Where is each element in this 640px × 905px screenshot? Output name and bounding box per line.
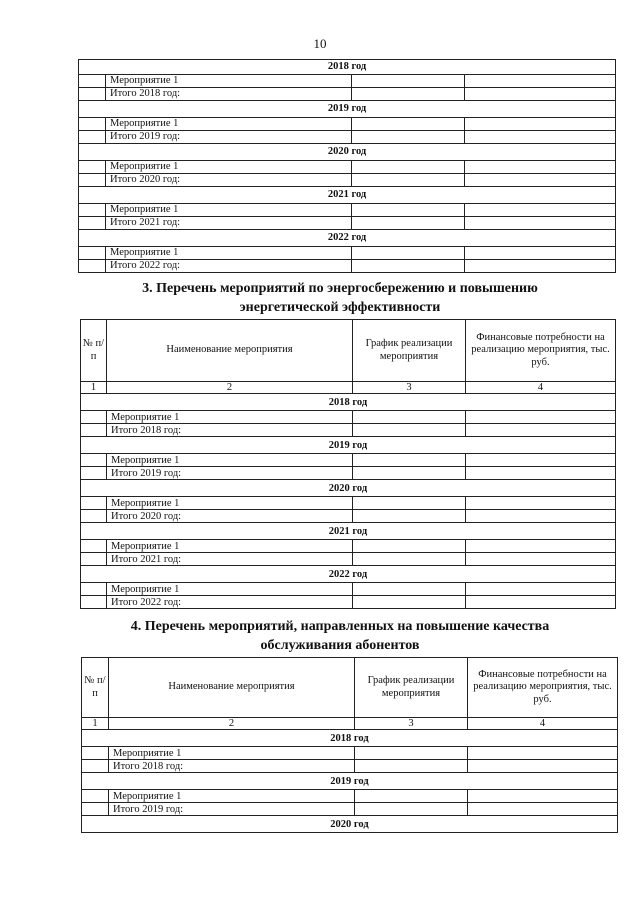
header-row [82,658,618,718]
total-row [79,88,616,101]
finance-cell [465,260,616,273]
item-label: Мероприятие 1 [107,454,353,467]
number-cell [81,540,107,553]
schedule-cell [352,260,465,273]
schedule-cell [355,803,468,816]
table-body [82,658,618,833]
total-row [79,260,616,273]
item-label: Мероприятие 1 [106,204,352,217]
schedule-cell [353,411,466,424]
item-row [81,583,616,596]
schedule-cell [352,161,465,174]
number-cell [79,247,106,260]
finance-cell [465,217,616,230]
schedule-cell [352,118,465,131]
year-row [82,730,618,747]
column-number: 3 [355,718,468,730]
total-label: Итого 2021 год: [107,553,353,566]
number-cell [81,583,107,596]
finance-cell [466,510,616,523]
schedule-cell [353,424,466,437]
number-cell [82,747,109,760]
schedule-cell [352,204,465,217]
item-label: Мероприятие 1 [106,118,352,131]
finance-cell [465,88,616,101]
table-body [79,60,616,273]
item-label: Мероприятие 1 [106,75,352,88]
schedule-cell [352,217,465,230]
table-body [81,320,616,609]
finance-cell [466,596,616,609]
year-label: 2018 год [79,60,616,75]
total-label: Итого 2018 год: [109,760,355,773]
total-row [81,467,616,480]
number-cell [82,760,109,773]
year-row [81,480,616,497]
total-label: Итого 2019 год: [107,467,353,480]
total-row [79,174,616,187]
header-schedule: График реализации мероприятия [353,320,466,382]
year-label: 2020 год [81,480,616,497]
year-row [81,523,616,540]
total-label: Итого 2021 год: [106,217,352,230]
number-cell [81,411,107,424]
header-number: № п/п [81,320,107,382]
total-label: Итого 2020 год: [106,174,352,187]
item-row [81,497,616,510]
number-cell [79,131,106,144]
item-row [79,118,616,131]
item-row [79,161,616,174]
finance-cell [465,131,616,144]
number-cell [79,161,106,174]
column-number: 4 [468,718,618,730]
year-row [79,230,616,247]
total-row [81,596,616,609]
number-cell [79,88,106,101]
finance-cell [466,497,616,510]
column-number-row [81,382,616,394]
year-label: 2018 год [82,730,618,747]
item-label: Мероприятие 1 [106,247,352,260]
column-number: 2 [107,382,353,394]
total-row [81,510,616,523]
schedule-cell [353,510,466,523]
year-label: 2021 год [79,187,616,204]
finance-cell [466,553,616,566]
column-number: 1 [81,382,107,394]
year-label: 2019 год [82,773,618,790]
schedule-cell [355,760,468,773]
column-number-row [82,718,618,730]
total-label: Итого 2022 год: [106,260,352,273]
year-label: 2018 год [81,394,616,411]
finance-cell [466,583,616,596]
finance-cell [468,747,618,760]
section-3-title-line2: энергетической эффективности [239,300,441,315]
number-cell [81,424,107,437]
item-label: Мероприятие 1 [109,790,355,803]
total-label: Итого 2019 год: [106,131,352,144]
year-row [81,566,616,583]
finance-cell [466,411,616,424]
year-label: 2020 год [79,144,616,161]
year-row [82,773,618,790]
year-row [79,60,616,75]
year-row [79,101,616,118]
schedule-cell [352,88,465,101]
total-label: Итого 2020 год: [107,510,353,523]
header-finance: Финансовые потребности на реализацию мероприятия, тыс. руб. [468,658,618,718]
item-row [82,790,618,803]
schedule-cell [353,540,466,553]
column-number: 2 [109,718,355,730]
schedule-cell [352,131,465,144]
item-row [81,454,616,467]
item-row [79,247,616,260]
schedule-cell [353,497,466,510]
number-cell [82,790,109,803]
schedule-cell [353,454,466,467]
column-number: 4 [466,382,616,394]
total-row [81,553,616,566]
number-cell [79,75,106,88]
schedule-cell [353,467,466,480]
item-row [79,204,616,217]
item-row [81,540,616,553]
finance-cell [468,760,618,773]
schedule-cell [353,583,466,596]
section-3-title [60,279,620,317]
schedule-cell [352,174,465,187]
number-cell [81,553,107,566]
schedule-cell [353,553,466,566]
schedule-cell [352,247,465,260]
total-row [82,803,618,816]
finance-cell [466,454,616,467]
total-label: Итого 2018 год: [106,88,352,101]
header-row [81,320,616,382]
number-cell [81,596,107,609]
total-label: Итого 2018 год: [107,424,353,437]
schedule-cell [353,596,466,609]
schedule-cell [352,75,465,88]
header-number: № п/п [82,658,109,718]
column-number: 1 [82,718,109,730]
total-row [81,424,616,437]
item-label: Мероприятие 1 [109,747,355,760]
finance-cell [465,118,616,131]
year-label: 2019 год [79,101,616,118]
section-4-title-line1: 4. Перечень мероприятий, направленных на повышение качества [130,619,550,634]
item-row [81,411,616,424]
header-name: Наименование мероприятия [109,658,355,718]
number-cell [79,204,106,217]
total-row [82,760,618,773]
number-cell [81,497,107,510]
column-number: 3 [353,382,466,394]
total-row [79,217,616,230]
energy-saving-table [80,319,616,609]
item-label: Мероприятие 1 [107,411,353,424]
year-label: 2020 год [82,816,618,833]
number-cell [79,217,106,230]
finance-cell [466,424,616,437]
item-label: Мероприятие 1 [107,583,353,596]
number-cell [81,510,107,523]
item-row [82,747,618,760]
header-schedule: График реализации мероприятия [355,658,468,718]
finance-cell [465,204,616,217]
finance-cell [466,540,616,553]
year-label: 2022 год [79,230,616,247]
finance-cell [468,803,618,816]
number-cell [81,454,107,467]
page-number: 10 [313,36,327,51]
activities-table-continued [78,59,616,273]
number-cell [82,803,109,816]
year-label: 2019 год [81,437,616,454]
item-label: Мероприятие 1 [106,161,352,174]
year-label: 2022 год [81,566,616,583]
service-quality-table [81,657,618,833]
number-cell [79,260,106,273]
finance-cell [465,75,616,88]
number-cell [79,118,106,131]
total-row [79,131,616,144]
header-finance: Финансовые потребности на реализацию мероприятия, тыс. руб. [466,320,616,382]
year-row [81,437,616,454]
finance-cell [465,247,616,260]
number-cell [79,174,106,187]
year-row [79,144,616,161]
section-4-title [60,617,620,655]
section-3-title-line1: 3. Перечень мероприятий по энергосбережению и повышению [142,281,538,296]
finance-cell [465,174,616,187]
year-row [82,816,618,833]
total-label: Итого 2019 год: [109,803,355,816]
item-label: Мероприятие 1 [107,540,353,553]
item-label: Мероприятие 1 [107,497,353,510]
finance-cell [465,161,616,174]
year-label: 2021 год [81,523,616,540]
header-name: Наименование мероприятия [107,320,353,382]
schedule-cell [355,747,468,760]
section-4-title-line2: обслуживания абонентов [260,638,420,653]
total-label: Итого 2022 год: [107,596,353,609]
schedule-cell [355,790,468,803]
year-row [79,187,616,204]
year-row [81,394,616,411]
finance-cell [466,467,616,480]
item-row [79,75,616,88]
finance-cell [468,790,618,803]
number-cell [81,467,107,480]
